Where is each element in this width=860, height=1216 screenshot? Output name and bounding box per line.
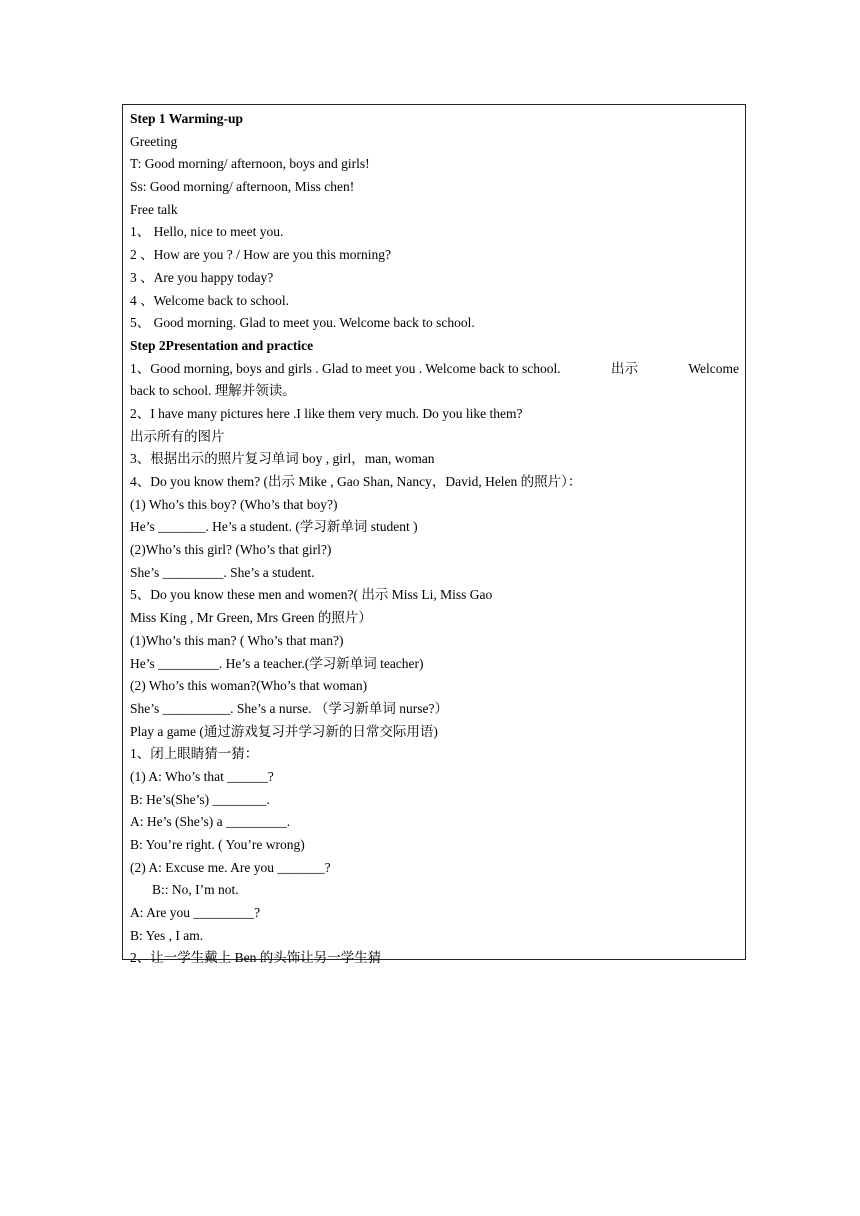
free-talk-item: 4 、Welcome back to school. [130,292,289,308]
dialog-line: B: He’s(She’s) ________. [130,791,270,807]
game-line: Play a game (通过游戏复习并学习新的日常交际用语) [130,723,438,739]
step2-line-1-text: 1、Good morning, boys and girls . Glad to meet you . Welcome back to school. [130,360,561,376]
dialog-line: B: Yes , I am. [130,927,204,943]
girl-question: (2)Who’s this girl? (Who’s that girl?) [130,542,332,558]
step2-line-1b: back to school. 理解并领读。 [130,383,296,399]
dialog-line: B: You’re right. ( You’re wrong) [130,837,305,852]
free-talk-item: 2 、How are you ? / How are you this morning? [130,247,391,263]
game-step-2: 2、让一学生戴上 Ben 的头饰让另一学生猜 [130,950,382,966]
step2-line-1-end: Welcome [688,360,739,376]
step1-heading: Step 1 Warming-up [130,111,244,126]
game-step-1: 1、闭上眼睛猜一猜： [130,746,259,762]
teacher-line: T: Good morning/ afternoon, boys and girls! [130,156,370,172]
dialog-line: A: Are you _________? [130,905,261,921]
step2-line-2b: 出示所有的图片 [130,428,225,444]
woman-answer: She’s __________. She’s a nurse. （学习新单词 nurse?） [130,700,448,716]
step2-line-2: 2、I have many pictures here .I like them very much. Do you like them? [130,405,523,421]
lesson-plan-box [122,104,746,966]
free-talk-label: Free talk [130,201,178,217]
dialog-line: B:: No, I’m not. [152,882,239,898]
greeting-label: Greeting [130,133,178,149]
free-talk-item: 3 、Are you happy today? [130,269,274,285]
free-talk-item: 1、 Hello, nice to meet you. [130,224,284,240]
dialog-line: (1) A: Who’s that ______? [130,768,274,784]
students-line: Ss: Good morning/ afternoon, Miss chen! [130,179,355,195]
man-answer: He’s _________. He’s a teacher.(学习新单词 teacher) [130,655,424,671]
step2-line-5: 5、Do you know these men and women?( 出示 Miss Li, Miss Gao [130,587,493,603]
step2-line-1 [130,358,739,381]
step2-line-1-show: 出示 [610,360,638,376]
step2-line-5b: Miss King , Mr Green, Mrs Green 的照片） [130,610,372,626]
step2-line-3: 3、根据出示的照片复习单词 boy , girl，man, woman [130,451,435,467]
dialog-line: (2) A: Excuse me. Are you _______? [130,859,331,875]
dialog-line: A: He’s (She’s) a _________. [130,814,291,830]
woman-question: (2) Who’s this woman?(Who’s that woman) [130,678,368,694]
boy-question: (1) Who’s this boy? (Who’s that boy?) [130,496,338,512]
free-talk-item: 5、 Good morning. Glad to meet you. Welcome back to school. [130,315,475,331]
step2-heading: Step 2Presentation and practice [130,337,314,353]
boy-answer: He’s _______. He’s a student. (学习新单词 student ) [130,519,418,535]
girl-answer: She’s _________. She’s a student. [130,564,315,580]
step2-line-4: 4、Do you know them? (出示 Mike , Gao Shan, Nancy，David, Helen 的照片）： [130,474,582,489]
man-question: (1)Who’s this man? ( Who’s that man?) [130,632,344,648]
